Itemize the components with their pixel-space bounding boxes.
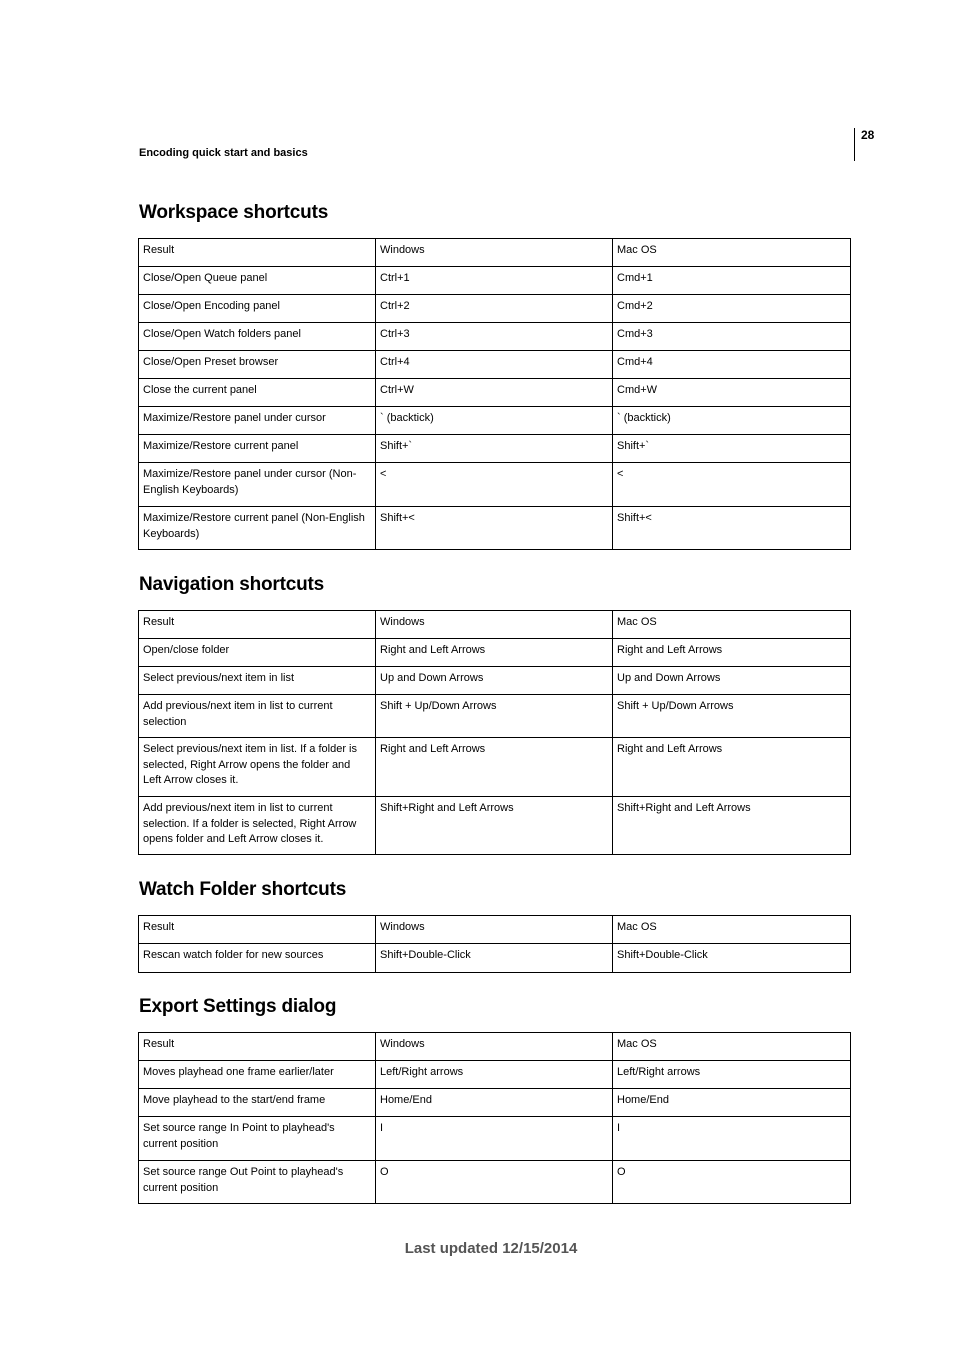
header-cell-windows: Windows	[376, 611, 613, 639]
cell-result: Add previous/next item in list to current selection. If a folder is selected, Right Arrow opens folder and Left Arrow closes it.	[139, 797, 376, 855]
table-header-row	[139, 1033, 851, 1061]
cell-windows: ` (backtick)	[376, 407, 613, 435]
cell-windows: Right and Left Arrows	[376, 738, 613, 797]
navigation-shortcuts-table	[138, 610, 851, 855]
cell-result: Set source range In Point to playhead's current position	[139, 1117, 376, 1161]
table-row	[139, 507, 851, 550]
header-cell-mac-os: Mac OS	[613, 611, 851, 639]
cell-windows: Ctrl+2	[376, 295, 613, 323]
cell-mac-os: Cmd+W	[613, 379, 851, 407]
table-header-row	[139, 611, 851, 639]
table-row	[139, 463, 851, 507]
table-row	[139, 797, 851, 855]
cell-result: Maximize/Restore current panel (Non-English Keyboards)	[139, 507, 376, 550]
cell-mac-os: Right and Left Arrows	[613, 738, 851, 797]
cell-windows: Shift + Up/Down Arrows	[376, 695, 613, 738]
cell-result: Close/Open Watch folders panel	[139, 323, 376, 351]
header-cell-windows: Windows	[376, 1033, 613, 1061]
section-title-navigation: Navigation shortcuts	[139, 574, 324, 595]
table-row	[139, 667, 851, 695]
header-cell-result: Result	[139, 611, 376, 639]
table-row	[139, 351, 851, 379]
table-row	[139, 1089, 851, 1117]
cell-windows: Ctrl+4	[376, 351, 613, 379]
cell-result: Rescan watch folder for new sources	[139, 944, 376, 973]
header-cell-mac-os: Mac OS	[613, 239, 851, 267]
table-header-row	[139, 916, 851, 944]
cell-mac-os: Cmd+2	[613, 295, 851, 323]
cell-mac-os: Up and Down Arrows	[613, 667, 851, 695]
table-row	[139, 1061, 851, 1089]
cell-windows: Ctrl+1	[376, 267, 613, 295]
cell-mac-os: Cmd+3	[613, 323, 851, 351]
cell-windows: Ctrl+3	[376, 323, 613, 351]
header-cell-mac-os: Mac OS	[613, 1033, 851, 1061]
cell-result: Select previous/next item in list	[139, 667, 376, 695]
table-row	[139, 379, 851, 407]
page-number: 28	[861, 128, 875, 142]
cell-result: Maximize/Restore panel under cursor (Non-English Keyboards)	[139, 463, 376, 507]
section-title-export-settings: Export Settings dialog	[139, 996, 337, 1017]
table-row	[139, 1117, 851, 1161]
cell-windows: Shift+<	[376, 507, 613, 550]
cell-result: Close/Open Encoding panel	[139, 295, 376, 323]
cell-mac-os: Shift + Up/Down Arrows	[613, 695, 851, 738]
cell-mac-os: Cmd+4	[613, 351, 851, 379]
table-row	[139, 267, 851, 295]
cell-mac-os: Shift+Double-Click	[613, 944, 851, 973]
section-title-watch-folder: Watch Folder shortcuts	[139, 879, 347, 900]
cell-result: Close/Open Preset browser	[139, 351, 376, 379]
cell-result: Moves playhead one frame earlier/later	[139, 1061, 376, 1089]
table-row	[139, 738, 851, 797]
cell-result: Close/Open Queue panel	[139, 267, 376, 295]
cell-result: Add previous/next item in list to current selection	[139, 695, 376, 738]
cell-result: Open/close folder	[139, 639, 376, 667]
cell-result: Move playhead to the start/end frame	[139, 1089, 376, 1117]
header-cell-result: Result	[139, 239, 376, 267]
table-row	[139, 407, 851, 435]
table-header-row	[139, 239, 851, 267]
table-row	[139, 695, 851, 738]
cell-mac-os: Shift+Right and Left Arrows	[613, 797, 851, 855]
cell-windows: Ctrl+W	[376, 379, 613, 407]
cell-windows: Right and Left Arrows	[376, 639, 613, 667]
cell-windows: Up and Down Arrows	[376, 667, 613, 695]
cell-mac-os: Shift+`	[613, 435, 851, 463]
table-row	[139, 295, 851, 323]
cell-windows: Left/Right arrows	[376, 1061, 613, 1089]
cell-mac-os: O	[613, 1161, 851, 1204]
cell-windows: O	[376, 1161, 613, 1204]
cell-mac-os: <	[613, 463, 851, 507]
cell-mac-os: Shift+<	[613, 507, 851, 550]
header-cell-result: Result	[139, 1033, 376, 1061]
export-settings-table	[138, 1032, 851, 1204]
header-cell-mac-os: Mac OS	[613, 916, 851, 944]
header-cell-windows: Windows	[376, 916, 613, 944]
cell-windows: <	[376, 463, 613, 507]
cell-result: Maximize/Restore current panel	[139, 435, 376, 463]
cell-result: Close the current panel	[139, 379, 376, 407]
cell-result: Set source range Out Point to playhead's current position	[139, 1161, 376, 1204]
workspace-shortcuts-table	[138, 238, 851, 550]
cell-windows: I	[376, 1117, 613, 1161]
footer-last-updated: Last updated 12/15/2014	[404, 1240, 578, 1257]
cell-mac-os: Right and Left Arrows	[613, 639, 851, 667]
cell-windows: Shift+Double-Click	[376, 944, 613, 973]
cell-mac-os: Cmd+1	[613, 267, 851, 295]
table-row	[139, 323, 851, 351]
cell-mac-os: Left/Right arrows	[613, 1061, 851, 1089]
cell-result: Maximize/Restore panel under cursor	[139, 407, 376, 435]
chapter-title: Encoding quick start and basics	[139, 147, 308, 159]
cell-windows: Home/End	[376, 1089, 613, 1117]
header-cell-windows: Windows	[376, 239, 613, 267]
cell-result: Select previous/next item in list. If a folder is selected, Right Arrow opens the folder and Left Arrow closes it.	[139, 738, 376, 797]
table-row	[139, 1161, 851, 1204]
cell-windows: Shift+`	[376, 435, 613, 463]
cell-windows: Shift+Right and Left Arrows	[376, 797, 613, 855]
table-row	[139, 435, 851, 463]
section-title-workspace: Workspace shortcuts	[139, 202, 329, 223]
table-row	[139, 944, 851, 973]
table-row	[139, 639, 851, 667]
watch-folder-shortcuts-table	[138, 915, 851, 973]
cell-mac-os: Home/End	[613, 1089, 851, 1117]
header-rule	[854, 128, 855, 161]
header-cell-result: Result	[139, 916, 376, 944]
cell-mac-os: I	[613, 1117, 851, 1161]
cell-mac-os: ` (backtick)	[613, 407, 851, 435]
